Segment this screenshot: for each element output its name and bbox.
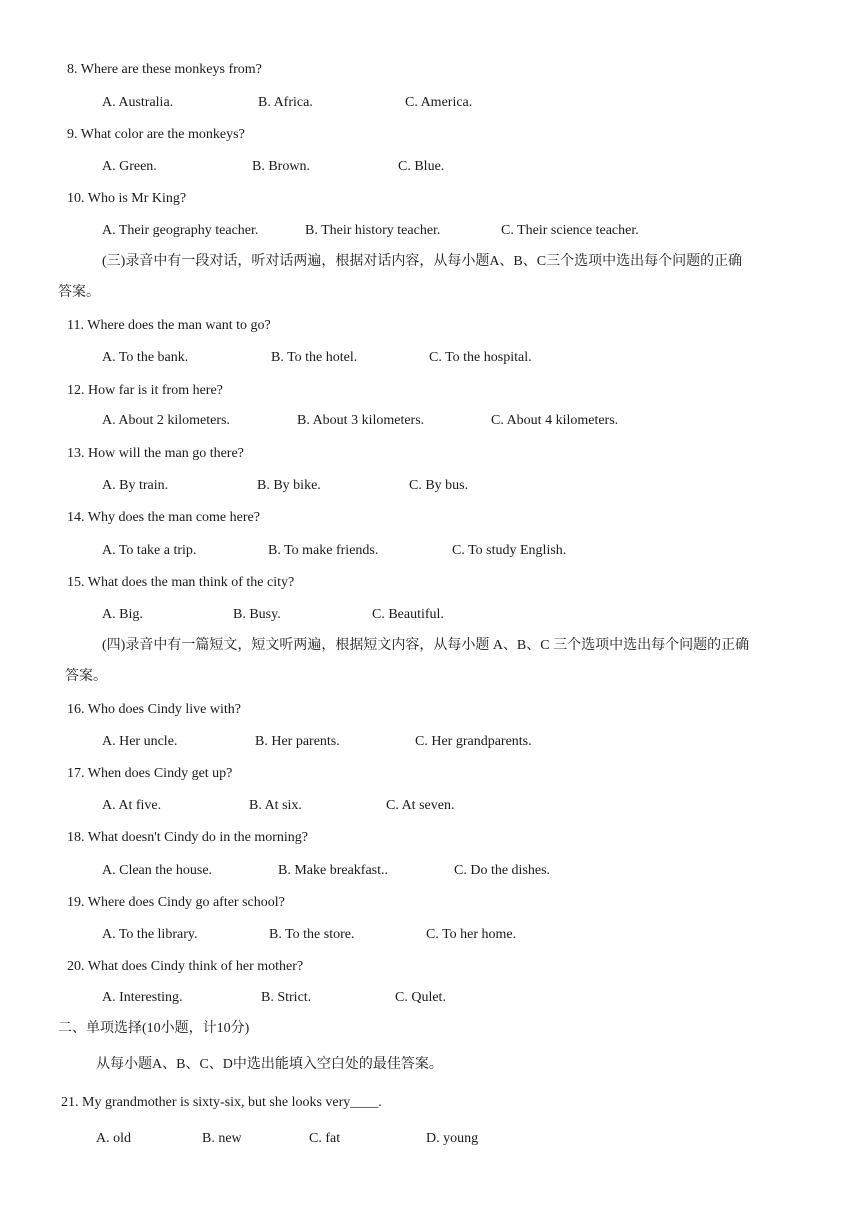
- option-19b: B. To the store.: [269, 927, 355, 942]
- question-11: 11. Where does the man want to go?: [67, 318, 271, 333]
- question-20: 20. What does Cindy think of her mother?: [67, 959, 304, 974]
- option-21d: D. young: [426, 1131, 479, 1146]
- option-13a: A. By train.: [102, 478, 169, 493]
- question-12: 12. How far is it from here?: [67, 383, 223, 398]
- option-9b: B. Brown.: [252, 159, 310, 174]
- section-4-instruction-cont: 答案。: [65, 669, 107, 684]
- option-21c: C. fat: [309, 1131, 341, 1146]
- option-20b: B. Strict.: [261, 990, 312, 1005]
- option-8a: A. Australia.: [102, 95, 174, 110]
- option-10a: A. Their geography teacher.: [102, 223, 259, 238]
- question-9: 9. What color are the monkeys?: [67, 127, 245, 142]
- option-14a: A. To take a trip.: [102, 543, 197, 558]
- option-15a: A. Big.: [102, 607, 143, 622]
- option-19a: A. To the library.: [102, 927, 198, 942]
- option-11b: B. To the hotel.: [271, 350, 358, 365]
- question-14: 14. Why does the man come here?: [67, 510, 260, 525]
- question-10: 10. Who is Mr King?: [67, 191, 187, 206]
- question-21: 21. My grandmother is sixty-six, but she looks very____.: [61, 1095, 382, 1110]
- option-21b: B. new: [202, 1131, 242, 1146]
- option-19c: C. To her home.: [426, 927, 517, 942]
- option-16c: C. Her grandparents.: [415, 734, 532, 749]
- option-13b: B. By bike.: [257, 478, 321, 493]
- question-17: 17. When does Cindy get up?: [67, 766, 233, 781]
- question-13: 13. How will the man go there?: [67, 446, 244, 461]
- option-10b: B. Their history teacher.: [305, 223, 441, 238]
- question-15: 15. What does the man think of the city?: [67, 575, 295, 590]
- option-20a: A. Interesting.: [102, 990, 183, 1005]
- option-10c: C. Their science teacher.: [501, 223, 639, 238]
- option-16a: A. Her uncle.: [102, 734, 178, 749]
- option-12b: B. About 3 kilometers.: [297, 413, 425, 428]
- question-19: 19. Where does Cindy go after school?: [67, 895, 285, 910]
- option-11c: C. To the hospital.: [429, 350, 532, 365]
- option-21a: A. old: [96, 1131, 131, 1146]
- part-2-instruction: 从每小题A、B、C、D中选出能填入空白处的最佳答案。: [96, 1057, 443, 1072]
- section-3-instruction: (三)录音中有一段对话，听对话两遍，根据对话内容，从每小题A、B、C三个选项中选出每个问题的正确: [102, 254, 743, 269]
- option-18b: B. Make breakfast..: [278, 863, 389, 878]
- part-2-heading: 二、单项选择(10小题，计10分): [58, 1021, 250, 1036]
- section-4-instruction: (四)录音中有一篇短文，短文听两遍，根据短文内容，从每小题 A、B、C 三个选项中选出每个问题的正确: [102, 638, 750, 653]
- option-12c: C. About 4 kilometers.: [491, 413, 619, 428]
- option-16b: B. Her parents.: [255, 734, 340, 749]
- question-8: 8. Where are these monkeys from?: [67, 62, 262, 77]
- option-20c: C. Qulet.: [395, 990, 446, 1005]
- option-14c: C. To study English.: [452, 543, 567, 558]
- option-8c: C. America.: [405, 95, 473, 110]
- option-9a: A. Green.: [102, 159, 157, 174]
- section-3-instruction-cont: 答案。: [58, 285, 100, 300]
- option-17a: A. At five.: [102, 798, 162, 813]
- option-17b: B. At six.: [249, 798, 302, 813]
- option-8b: B. Africa.: [258, 95, 313, 110]
- option-15c: C. Beautiful.: [372, 607, 444, 622]
- option-18a: A. Clean the house.: [102, 863, 213, 878]
- question-18: 18. What doesn't Cindy do in the morning?: [67, 830, 309, 845]
- option-14b: B. To make friends.: [268, 543, 379, 558]
- option-11a: A. To the bank.: [102, 350, 189, 365]
- question-16: 16. Who does Cindy live with?: [67, 702, 241, 717]
- option-18c: C. Do the dishes.: [454, 863, 551, 878]
- option-9c: C. Blue.: [398, 159, 445, 174]
- option-13c: C. By bus.: [409, 478, 469, 493]
- option-17c: C. At seven.: [386, 798, 455, 813]
- option-12a: A. About 2 kilometers.: [102, 413, 230, 428]
- option-15b: B. Busy.: [233, 607, 281, 622]
